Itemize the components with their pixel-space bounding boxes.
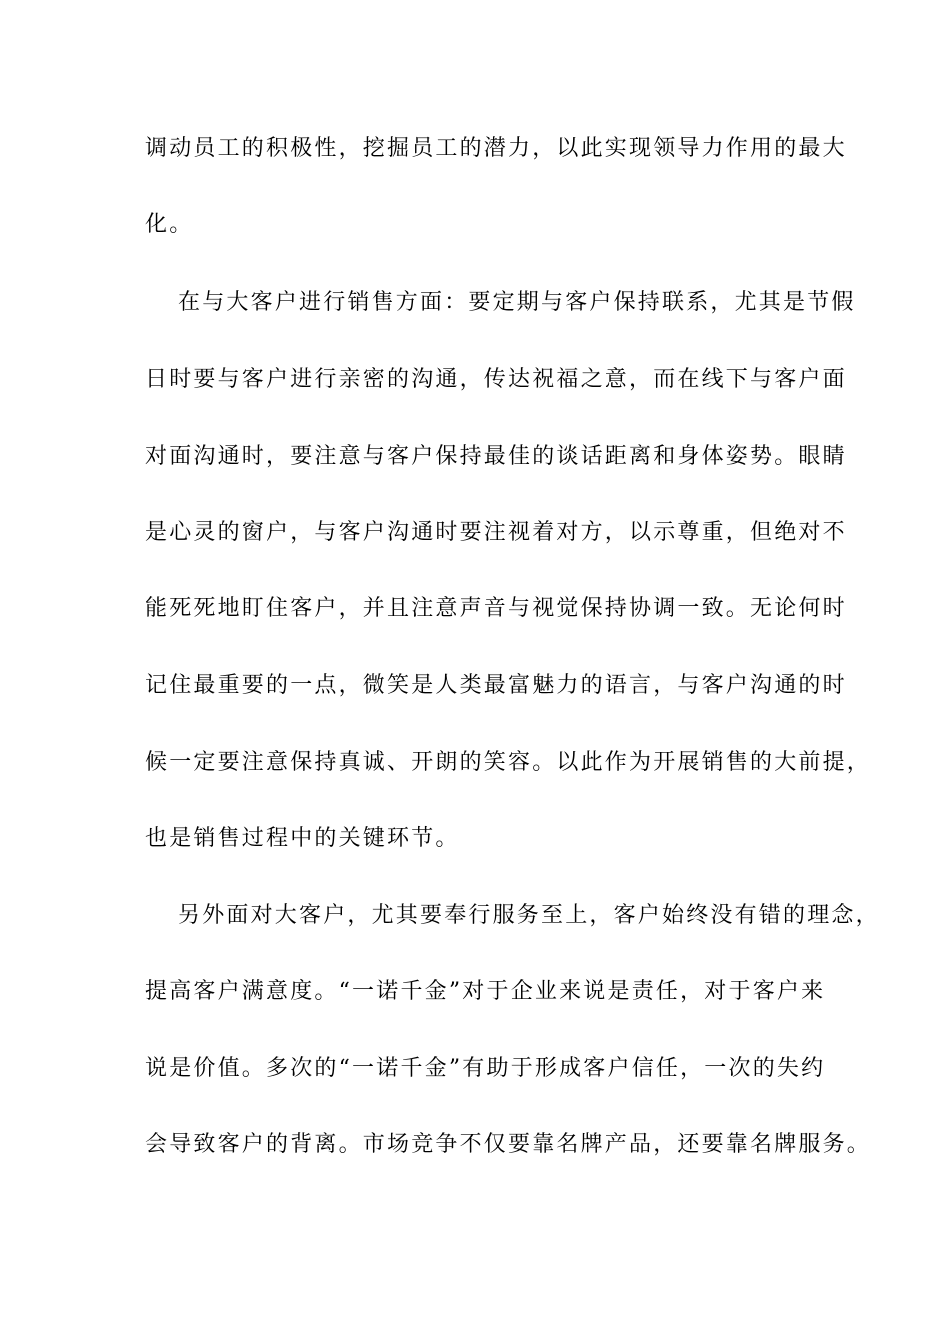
paragraph-line: 记住最重要的一点，微笑是人类最富魅力的语言，与客户沟通的时 [145, 673, 847, 698]
paragraph-line: 另外面对大客户，尤其要奉行服务至上，客户始终没有错的理念， [178, 903, 880, 928]
paragraph-line: 也是销售过程中的关键环节。 [145, 826, 460, 851]
paragraph-line: 能死死地盯住客户，并且注意声音与视觉保持协调一致。无论何时 [145, 596, 847, 621]
paragraph-line: 日时要与客户进行亲密的沟通，传达祝福之意，而在线下与客户面 [145, 367, 847, 392]
paragraph-line: 说是价值。多次的“一诺千金”有助于形成客户信任，一次的失约 [145, 1056, 826, 1081]
paragraph-line: 调动员工的积极性，挖掘员工的潜力，以此实现领导力作用的最大 [145, 136, 847, 161]
paragraph-line: 对面沟通时，要注意与客户保持最佳的谈话距离和身体姿势。眼睛 [145, 444, 847, 469]
paragraph-line: 候一定要注意保持真诚、开朗的笑容。以此作为开展销售的大前提， [145, 750, 872, 775]
paragraph-line: 会导致客户的背离。市场竞争不仅要靠名牌产品，还要靠名牌服务。 [145, 1132, 872, 1157]
paragraph-line: 提高客户满意度。“一诺千金”对于企业来说是责任，对于客户来 [145, 979, 826, 1004]
paragraph-line: 化。 [145, 212, 194, 237]
paragraph-line: 在与大客户进行销售方面：要定期与客户保持联系，尤其是节假 [178, 290, 856, 315]
paragraph-line: 是心灵的窗户，与客户沟通时要注视着对方，以示尊重，但绝对不 [145, 520, 847, 545]
